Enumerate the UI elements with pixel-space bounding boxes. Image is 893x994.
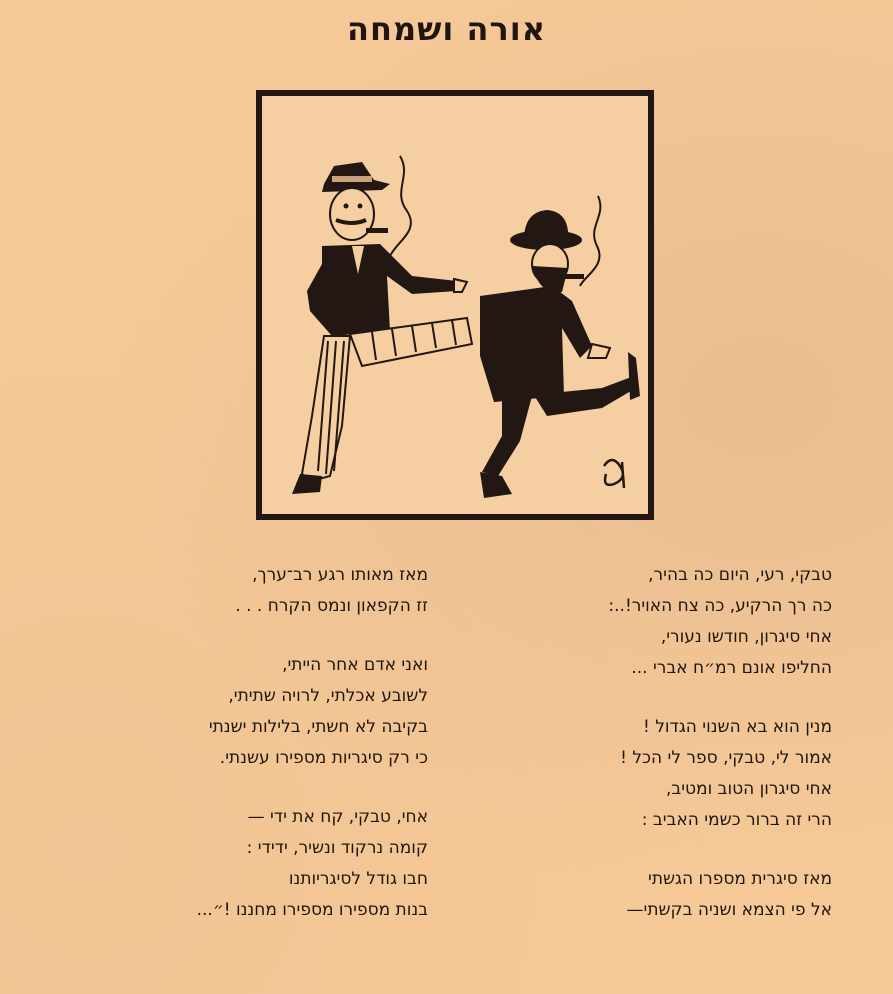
poem-line: אחי, טבקי, קח את ידי — [247,807,428,827]
poem-line: בקיבה לא חשתי, בלילות ישנתי [208,717,428,737]
poem-column-left [128,560,428,954]
poem-line: אחי סיגרון הטוב ומטיב, [665,779,832,799]
poem-line: אמור לי, טבקי, ספר לי הכל ! [620,748,832,768]
poem-line: מאז סיגרית מספרו הגשתי [648,869,832,889]
poem-stanza [128,650,428,774]
poem-stanza [532,712,832,836]
poem-stanza [128,802,428,926]
poem-line: כי רק סיגריות מספירו עשנתי. [219,748,428,768]
poem-line: זז הקפאון ונמס הקרח . . . [235,596,428,616]
cartoon-illustration [256,90,654,520]
cartoon-drawing [262,96,648,514]
poem-line: מנין הוא בא השנוי הגדול ! [643,717,832,737]
poem-line: אחי סיגרון, חודשו נעורי, [660,627,832,647]
poem-line: בנות מספירו מספירו מחננו !״... [196,900,428,920]
poem-stanza [532,864,832,926]
poem-line: לשובע אכלתי, לרויה שתיתי, [228,686,428,706]
poem-line: כה רך הרקיע, כה צח האויר!..: [608,596,832,616]
poem-stanza [532,560,832,684]
poem-line: אל פי הצמא ושניה בקשתי— [626,900,832,920]
poem-line: חבו גודל לסיגריותנו [288,869,428,889]
poem-line: קומה נרקוד ונשיר, ידידי : [246,838,428,858]
page-title: אורה ושמחה [346,10,547,48]
poem-line: ואני אדם אחר הייתי, [282,655,428,675]
poem-line: החליפו אונם רמ״ח אברי ... [631,658,832,678]
poem-line: מאז מאותו רגע רב־ערך, [252,565,428,585]
poem-line: טבקי, רעי, היום כה בהיר, [648,565,832,585]
poem-stanza [128,560,428,622]
poem-column-right [532,560,832,954]
poem-line: הרי זה ברור כשמי האביב : [641,810,832,830]
